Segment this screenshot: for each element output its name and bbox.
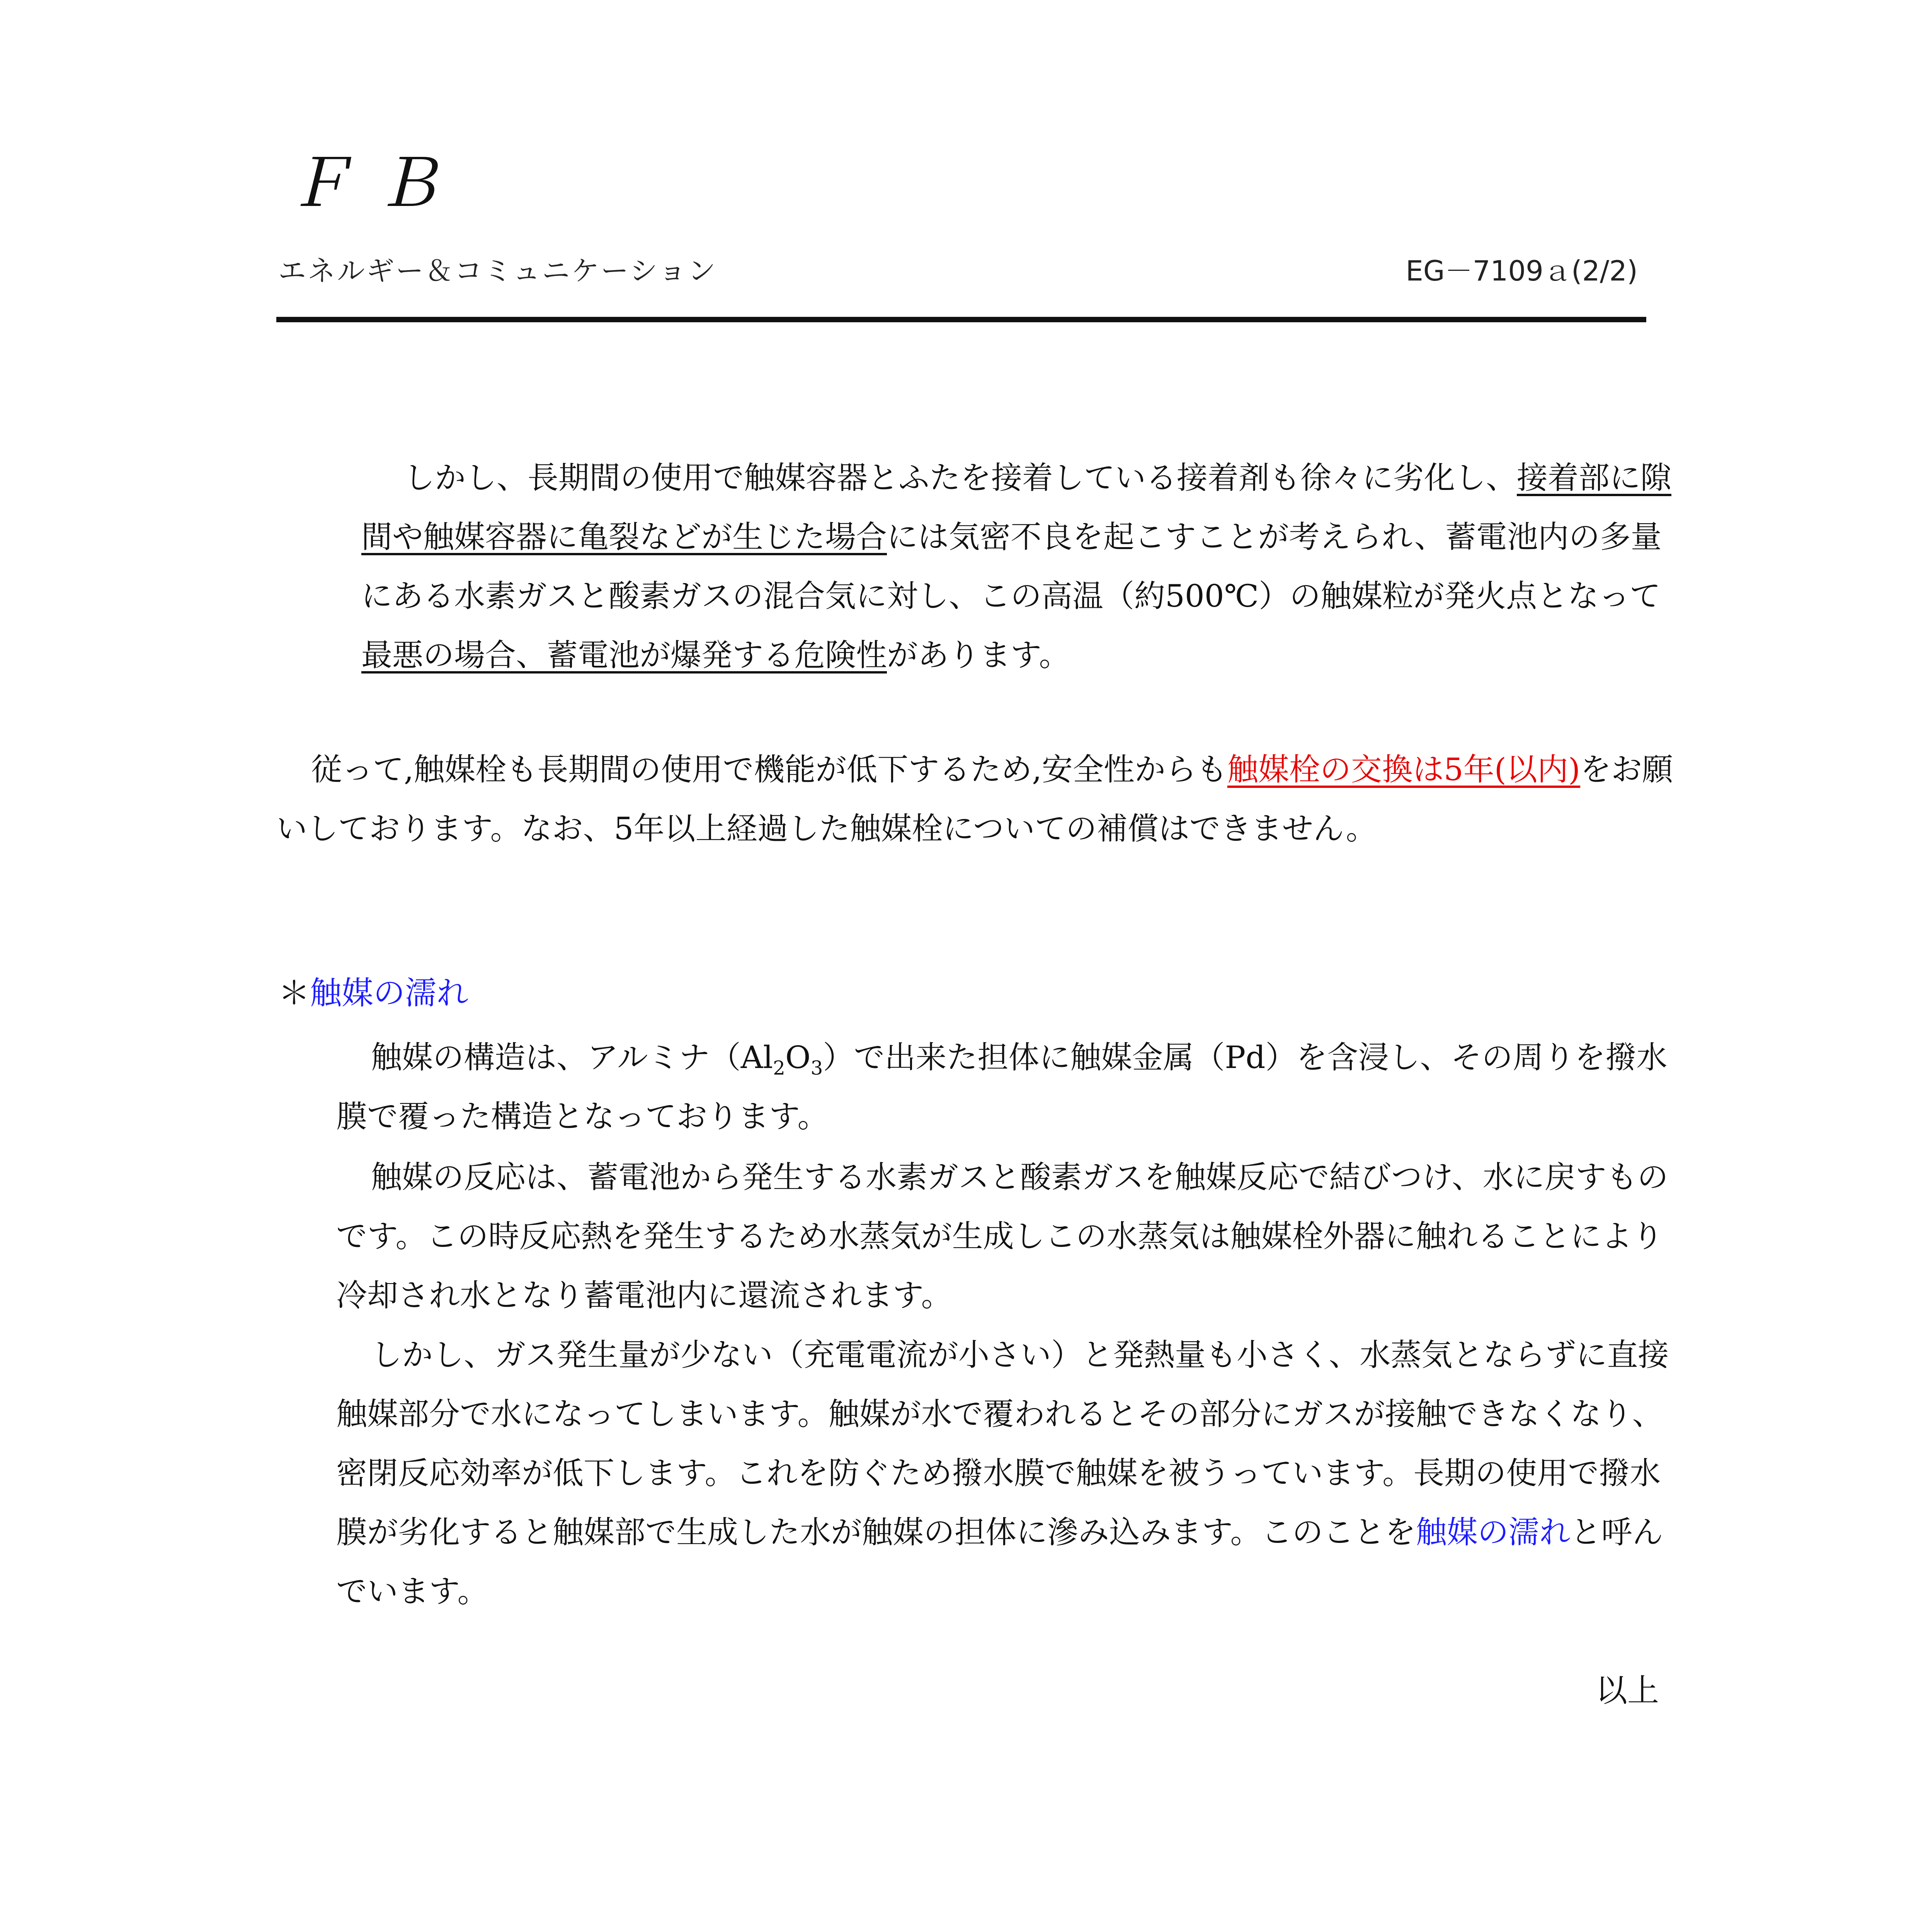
department-label: エネルギー＆コミュニケーション xyxy=(278,255,717,287)
header-rule xyxy=(276,317,1646,322)
section-title: 触媒の濡れ xyxy=(310,975,469,1012)
paragraph-catalyst-wetting xyxy=(336,1325,1685,1621)
document-number: EG－7109ａ(2/2) xyxy=(1406,255,1638,287)
paragraph-text: しかし、長期間の使用で触媒容器とふたを接着している接着剤も徐々に劣化し、 xyxy=(404,460,1517,496)
company-logo: ＦＢ xyxy=(286,145,464,222)
section-heading xyxy=(278,975,469,1012)
paragraph-text: 触媒の構造は、アルミナ（Al xyxy=(371,1039,773,1075)
paragraph-replacement-policy xyxy=(276,740,1683,858)
underlined-text-explosion-risk: 最悪の場合、蓄電池が爆発する危険性 xyxy=(361,637,887,673)
closing-mark: 以上 xyxy=(1595,1672,1659,1709)
paragraph-text: には気密不良を起こすことが考えられ、蓄電池内の多量にある水素ガスと酸素ガスの混合気に対し、この高温（約500℃）の触媒粒が発火点となって xyxy=(361,519,1662,614)
paragraph-text: O xyxy=(785,1039,811,1075)
underlined-text-gap-crack: 接着部に隙間や触媒容器に亀裂などが生じた場合 xyxy=(361,460,1671,555)
paragraph-text: があります。 xyxy=(887,637,1070,673)
paragraph-text: しかし、ガス発生量が少ない（充電電流が小さい）と発熱量も小さく、水蒸気とならずに直接触媒部分で水になってしまいます。触媒が水で覆われるとその部分にガスが接触できなくなり、密閉反応効率が低下します。これを防ぐため撥水膜で触媒を被うっています。長期の使用で撥水膜が劣化すると触媒部で生成した水が触媒の担体に滲み込みます。このことを xyxy=(336,1337,1669,1550)
paragraph-adhesive-degradation xyxy=(361,448,1683,685)
paragraph-text: 触媒の反応は、蓄電池から発生する水素ガスと酸素ガスを触媒反応で結びつけ、水に戻すものです。この時反応熱を発生するため水蒸気が生成しこの水蒸気は触媒栓外器に触れることにより冷却され水となり蓄電池内に還流されます。 xyxy=(336,1159,1668,1313)
subscript: 3 xyxy=(810,1057,823,1079)
paragraph-text: 従って,触媒栓も長期間の使用で機能が低下するため,安全性からも xyxy=(311,752,1227,787)
asterisk-marker: ＊ xyxy=(278,975,310,1012)
paragraph-text: をお願いしております。なお、5年以上経過した触媒栓についての補償はできません。 xyxy=(276,752,1673,847)
paragraph-text: と呼んでいます。 xyxy=(336,1514,1663,1609)
replacement-interval-highlight: 触媒栓の交換は5年(以内) xyxy=(1227,752,1581,787)
paragraph-catalyst-structure xyxy=(336,1028,1685,1146)
wetting-term-highlight: 触媒の濡れ xyxy=(1416,1514,1571,1550)
subscript: 2 xyxy=(773,1057,785,1079)
paragraph-text: ）で出来た担体に触媒金属（Pd）を含浸し、その周りを撥水膜で覆った構造となっております。 xyxy=(336,1039,1668,1134)
paragraph-catalyst-reaction xyxy=(336,1148,1685,1325)
